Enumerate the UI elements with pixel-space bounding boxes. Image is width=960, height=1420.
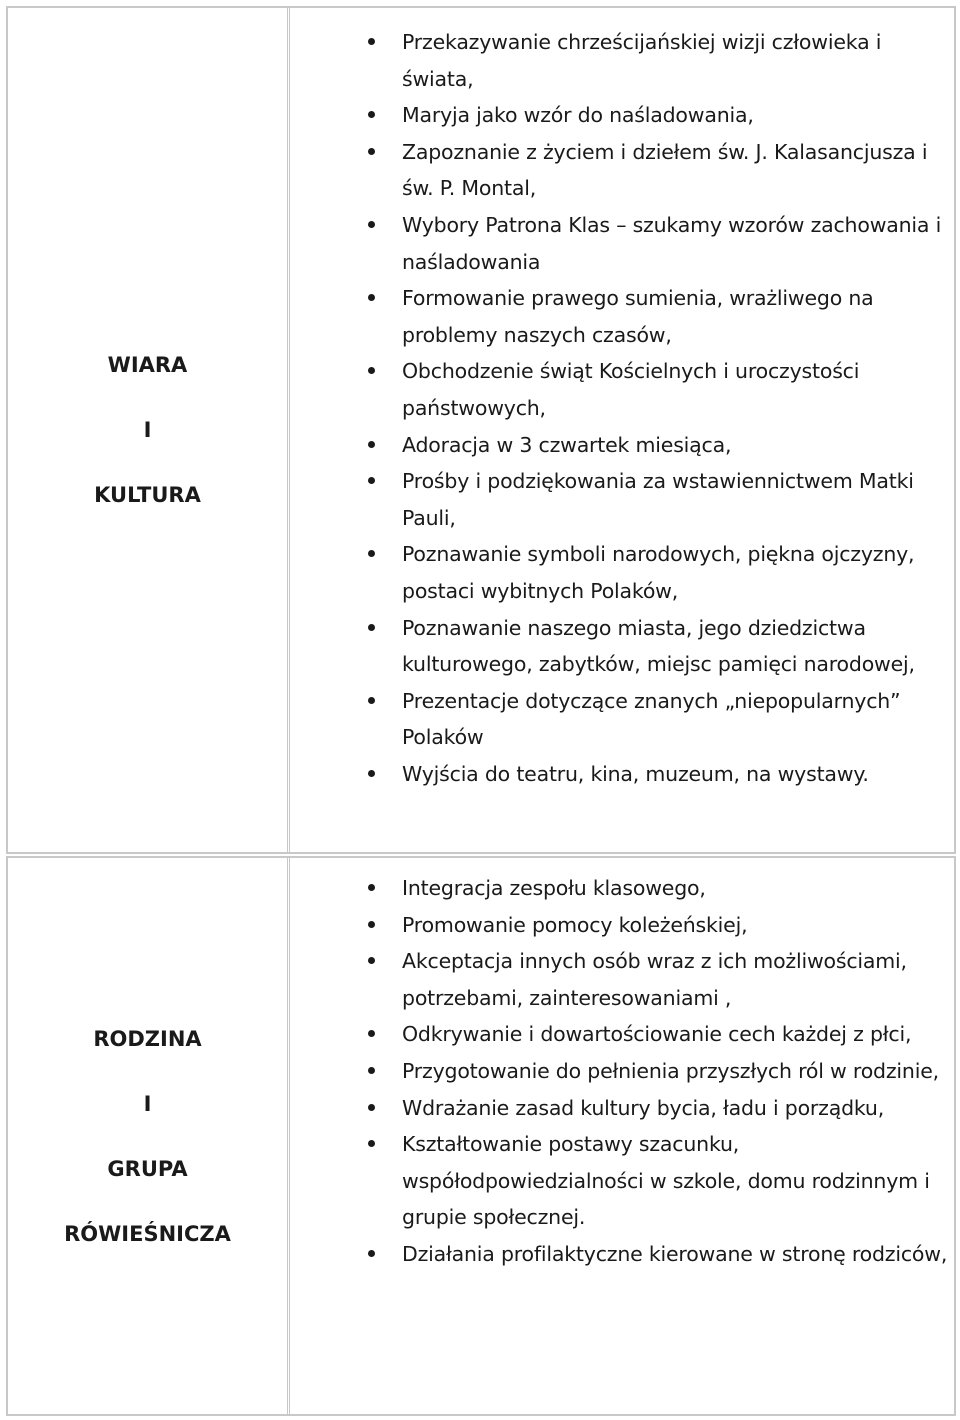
bullet-icon bbox=[368, 1104, 375, 1111]
list-item bbox=[290, 907, 948, 944]
list-item bbox=[290, 610, 948, 683]
list-item bbox=[290, 463, 948, 536]
list-item-text: Akceptacja innych osób wraz z ich możliwościami, potrzebami, zainteresowaniami , bbox=[402, 949, 907, 1010]
section-rodzina-i-grupa-rowiesnicza bbox=[6, 856, 956, 1416]
list-item bbox=[290, 1053, 948, 1090]
bullet-icon bbox=[368, 770, 375, 777]
list-item bbox=[290, 756, 948, 793]
section-content-cell bbox=[290, 858, 954, 1414]
list-item-text: Adoracja w 3 czwartek miesiąca, bbox=[402, 432, 732, 457]
list-item-text: Przygotowanie do pełnienia przyszłych ról w rodzinie, bbox=[402, 1058, 939, 1083]
bullet-icon bbox=[368, 367, 375, 374]
list-item bbox=[290, 1126, 948, 1236]
list-item bbox=[290, 353, 948, 426]
section-label-line: RÓWIEŚNICZA bbox=[64, 1221, 231, 1246]
list-item-text: Integracja zespołu klasowego, bbox=[402, 876, 706, 900]
bullet-icon bbox=[368, 111, 375, 118]
section-content-cell bbox=[290, 8, 954, 852]
section-label-line: RODZINA bbox=[93, 1026, 202, 1051]
list-item-text: Obchodzenie świąt Kościelnych i uroczystości państwowych, bbox=[402, 359, 860, 420]
list-item-text: Wyjścia do teatru, kina, muzeum, na wystawy. bbox=[402, 761, 869, 786]
list-item bbox=[290, 280, 948, 353]
list-item-text: Działania profilaktyczne kierowane w stronę rodziców, bbox=[402, 1241, 948, 1266]
bullet-icon bbox=[368, 1067, 375, 1074]
list-item bbox=[290, 683, 948, 756]
bullet-icon bbox=[368, 1030, 375, 1037]
list-item-text: Kształtowanie postawy szacunku, współodpowiedzialności w szkole, domu rodzinnym i grupie społecznej. bbox=[402, 1132, 930, 1230]
section-label-line: I bbox=[143, 418, 152, 442]
list-item bbox=[290, 1090, 948, 1127]
bullet-icon bbox=[368, 1140, 375, 1147]
list-item-text: Maryja jako wzór do naśladowania, bbox=[402, 103, 754, 128]
list-item-text: Poznawanie symboli narodowych, piękna ojczyzny, postaci wybitnych Polaków, bbox=[402, 542, 915, 603]
bullet-icon bbox=[368, 884, 375, 891]
section-label-line: I bbox=[143, 1091, 152, 1116]
section-label-cell bbox=[8, 858, 290, 1414]
bullet-icon bbox=[368, 957, 375, 964]
bullet-icon bbox=[368, 624, 375, 631]
list-item bbox=[290, 207, 948, 280]
list-item-text: Poznawanie naszego miasta, jego dziedzictwa kulturowego, zabytków, miejsc pamięci narodowej, bbox=[402, 615, 915, 677]
list-item-text: Wybory Patrona Klas – szukamy wzorów zachowania i naśladowania bbox=[402, 212, 942, 274]
list-item-text: Prezentacje dotyczące znanych „niepopularnych” Polaków bbox=[402, 688, 901, 750]
list-item bbox=[290, 870, 948, 907]
list-item bbox=[290, 97, 948, 134]
list-item-text: Promowanie pomocy koleżeńskiej, bbox=[402, 912, 748, 937]
section-label-line: GRUPA bbox=[107, 1156, 188, 1181]
list-item bbox=[290, 1016, 948, 1053]
bullet-icon bbox=[368, 550, 375, 557]
list-item bbox=[290, 1236, 948, 1273]
bullet-list bbox=[290, 24, 954, 792]
list-item-text: Wdrażanie zasad kultury bycia, ładu i porządku, bbox=[402, 1095, 885, 1120]
section-label bbox=[94, 349, 201, 511]
bullet-icon bbox=[368, 697, 375, 704]
section-label-line: KULTURA bbox=[94, 483, 201, 507]
list-item-text: Odkrywanie i dowartościowanie cech każdej z płci, bbox=[402, 1022, 912, 1047]
list-item bbox=[290, 427, 948, 464]
section-wiara-i-kultura bbox=[6, 6, 956, 854]
list-item bbox=[290, 536, 948, 609]
bullet-icon bbox=[368, 477, 375, 484]
section-label bbox=[64, 1023, 231, 1250]
bullet-icon bbox=[368, 38, 375, 45]
bullet-list bbox=[290, 870, 954, 1273]
bullet-icon bbox=[368, 148, 375, 155]
bullet-icon bbox=[368, 294, 375, 301]
list-item-text: Przekazywanie chrześcijańskiej wizji człowieka i świata, bbox=[402, 30, 882, 91]
bullet-icon bbox=[368, 221, 375, 228]
bullet-icon bbox=[368, 441, 375, 448]
bullet-icon bbox=[368, 921, 375, 928]
bullet-icon bbox=[368, 1250, 375, 1257]
list-item-text: Formowanie prawego sumienia, wrażliwego na problemy naszych czasów, bbox=[402, 286, 874, 347]
section-label-line: WIARA bbox=[107, 353, 188, 377]
list-item-text: Zapoznanie z życiem i dziełem św. J. Kalasancjusza i św. P. Montal, bbox=[402, 139, 928, 201]
list-item bbox=[290, 134, 948, 207]
list-item bbox=[290, 943, 948, 1016]
list-item bbox=[290, 24, 948, 97]
list-item-text: Prośby i podziękowania za wstawiennictwem Matki Pauli, bbox=[402, 469, 914, 530]
section-label-cell bbox=[8, 8, 290, 852]
